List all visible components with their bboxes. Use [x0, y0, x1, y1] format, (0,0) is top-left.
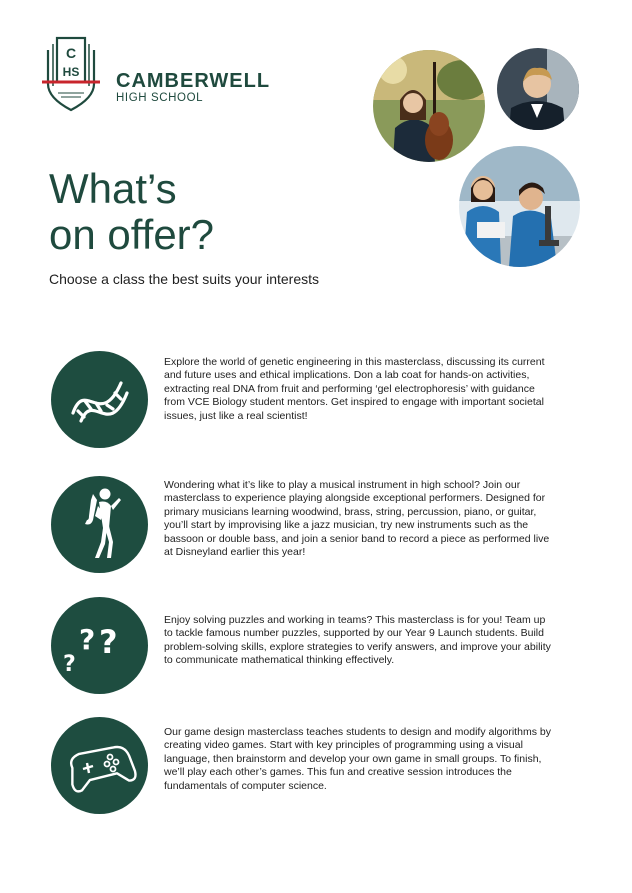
school-name: CAMBERWELL — [116, 70, 271, 92]
offer-description-music: Wondering what it’s like to play a musical instrument in high school? Join our masterclass to experience playing alongside exceptional performers. Designed for primary musicians learning woodwind, brass, string, percussion, piano, or guitar, you’ll start by improvising like a jazz musician, try new instruments such as the bassoon or double bass, and join a senior band to record a piece as performed live at Disneyland earlier this year! — [164, 479, 550, 559]
student-portrait-photo — [497, 48, 579, 130]
game-controller-icon — [51, 717, 148, 814]
offer-description-game-design: Our game design masterclass teaches students to design and modify algorithms by creating video games. Start with key principles of programming using a visual language, then brainstorm and develop your own game in small groups. To finish, we’ll play each other’s games. This fun and creative session introduces the fundamentals of computer science. — [164, 726, 551, 792]
school-crest-logo — [42, 36, 100, 112]
students-microscope-photo — [459, 146, 580, 267]
svg-text:?: ? — [63, 652, 76, 677]
dna-icon — [51, 351, 148, 448]
svg-text:C: C — [65, 45, 77, 61]
offer-description-genetics: Explore the world of genetic engineering in this masterclass, discussing its current and future uses and ethical implications. Don a lab coat for hands-on activities, extracting real DNA from fruit and performing ‘gel electrophoresis’ with guidance from VCE Biology student mentors. Get inspired to engage with important societal issues, just like a real scientist! — [164, 356, 545, 422]
school-subname: HIGH SCHOOL — [116, 92, 204, 104]
title-line-1: What’s — [49, 165, 177, 212]
offer-description-puzzles: Enjoy solving puzzles and working in teams? This masterclass is for you! Team up to tackle famous number puzzles, supported by our Year 9 Launch students. Build problem-solving skills, explore strategies to verify answers, and improve your ability to communicate mathematical thinking effectively. — [164, 614, 551, 667]
svg-text:?: ? — [99, 623, 118, 661]
page-title — [49, 166, 214, 258]
student-cello-photo — [373, 50, 485, 162]
page-subtitle: Choose a class the best suits your interests — [49, 271, 320, 287]
question-marks-icon — [51, 597, 148, 694]
svg-text:HS: HS — [62, 65, 80, 79]
saxophone-player-icon — [51, 476, 148, 573]
title-line-2: on offer? — [49, 211, 215, 258]
svg-text:?: ? — [79, 623, 96, 656]
